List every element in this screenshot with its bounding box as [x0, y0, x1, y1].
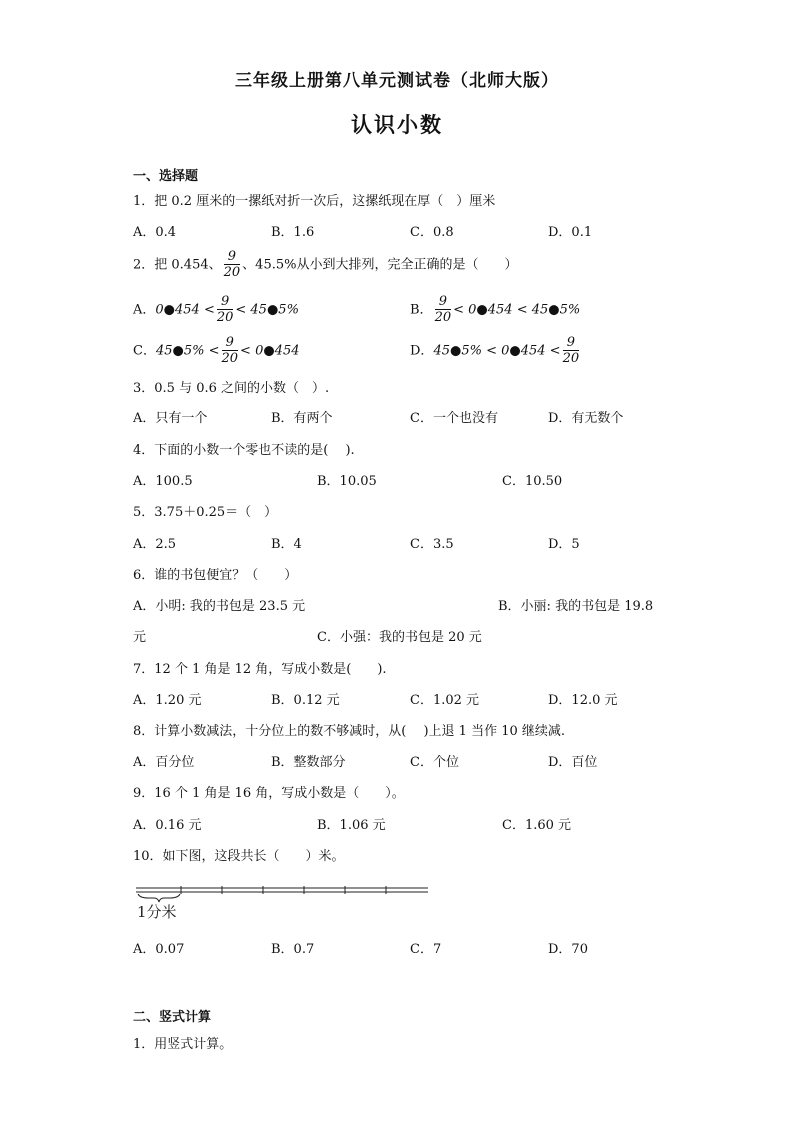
q8-option-a: A．百分位 — [133, 755, 195, 770]
q2-option-a: A．0●454 < $\frac{9}{20}$ < 45●5% — [133, 294, 299, 325]
q6-stem: 6．谁的书包便宜？（ ） — [133, 568, 298, 583]
q7-option-b: B．0.12 元 — [271, 693, 340, 708]
q3-option-c: C．一个也没有 — [410, 411, 498, 426]
q8-option-c: C．个位 — [410, 755, 459, 770]
q3-stem: 3．0.5 与 0.6 之间的小数（ ）. — [133, 381, 330, 396]
section-vertical-calc-heading: 二、竖式计算 — [133, 1010, 212, 1025]
q2-stem-fraction: $\frac{9}{20}$ — [223, 249, 241, 280]
q10-ruler-figure — [134, 882, 430, 924]
q1-option-d: D．0.1 — [548, 225, 593, 240]
q2-stem-post: 、45.5%从小到大排列，完全正确的是（ ） — [242, 257, 518, 273]
q7-option-d: D．12.0 元 — [548, 693, 618, 708]
q8-option-d: D．百位 — [548, 755, 598, 770]
q4-stem: 4．下面的小数一个零也不读的是( ). — [133, 443, 355, 458]
q10-ruler-label: 1分米 — [137, 903, 177, 921]
q5-option-b: B．4 — [271, 537, 302, 552]
q6-option-b: B．小丽: 我的书包是 19.8 — [498, 599, 654, 614]
q3-option-b: B．有两个 — [271, 411, 333, 426]
q5-stem: 5．3.75＋0.25＝（ ） — [133, 505, 278, 520]
q1-stem: 1．把 0.2 厘米的一摞纸对折一次后，这摞纸现在厚（ ）厘米 — [133, 194, 496, 209]
q2-stem — [133, 250, 517, 281]
q7-stem: 7．12 个 1 角是 12 角，写成小数是( ). — [133, 662, 387, 677]
q10-option-b: B．0.7 — [271, 942, 315, 957]
q10-option-a: A．0.07 — [133, 942, 185, 957]
s2-q1-stem: 1．用竖式计算。 — [133, 1037, 233, 1052]
q4-option-b: B．10.05 — [317, 474, 377, 489]
q6-option-c: C．小强：我的书包是 20 元 — [317, 630, 482, 645]
paper-subtitle: 认识小数 — [351, 113, 443, 137]
q10-option-c: C．7 — [410, 942, 442, 957]
paper-title: 三年级上册第八单元测试卷（北师大版） — [235, 71, 559, 91]
q2-option-c: C．45●5% < $\frac{9}{20}$ < 0●454 — [133, 335, 300, 366]
q4-option-c: C．10.50 — [502, 474, 563, 489]
q3-option-d: D．有无数个 — [548, 411, 624, 426]
q10-stem: 10．如下图，这段共长（ ）米。 — [133, 849, 345, 864]
q9-option-c: C．1.60 元 — [502, 818, 572, 833]
q2-option-b: B． $\frac{9}{20}$ < 0●454 < 45●5% — [410, 294, 581, 325]
q3-option-a: A．只有一个 — [133, 411, 208, 426]
q2-option-d: D．45●5% < 0●454 < $\frac{9}{20}$ — [410, 335, 580, 366]
q6-option-a: A．小明: 我的书包是 23.5 元 — [133, 599, 306, 614]
q9-option-a: A．0.16 元 — [133, 818, 202, 833]
q1-option-b: B．1.6 — [271, 225, 315, 240]
q1-option-a: A．0.4 — [133, 225, 177, 240]
q7-option-a: A．1.20 元 — [133, 693, 202, 708]
q8-option-b: B．整数部分 — [271, 755, 346, 770]
q5-option-d: D．5 — [548, 537, 580, 552]
q1-option-c: C．0.8 — [410, 225, 454, 240]
q7-option-c: C．1.02 元 — [410, 693, 480, 708]
section-choice-heading: 一、选择题 — [133, 169, 199, 184]
q8-stem: 8．计算小数减法，十分位上的数不够减时，从( )上退 1 当作 10 继续减. — [133, 724, 566, 739]
q9-option-b: B．1.06 元 — [317, 818, 386, 833]
q10-option-d: D．70 — [548, 942, 588, 957]
q5-option-a: A．2.5 — [133, 537, 177, 552]
q5-option-c: C．3.5 — [410, 537, 454, 552]
q6-option-b-continued: 元 — [133, 630, 147, 645]
q2-stem-pre: 2．把 0.454、 — [133, 257, 222, 273]
q4-option-a: A．100.5 — [133, 474, 193, 489]
q9-stem: 9．16 个 1 角是 16 角，写成小数是（ ）。 — [133, 786, 405, 801]
